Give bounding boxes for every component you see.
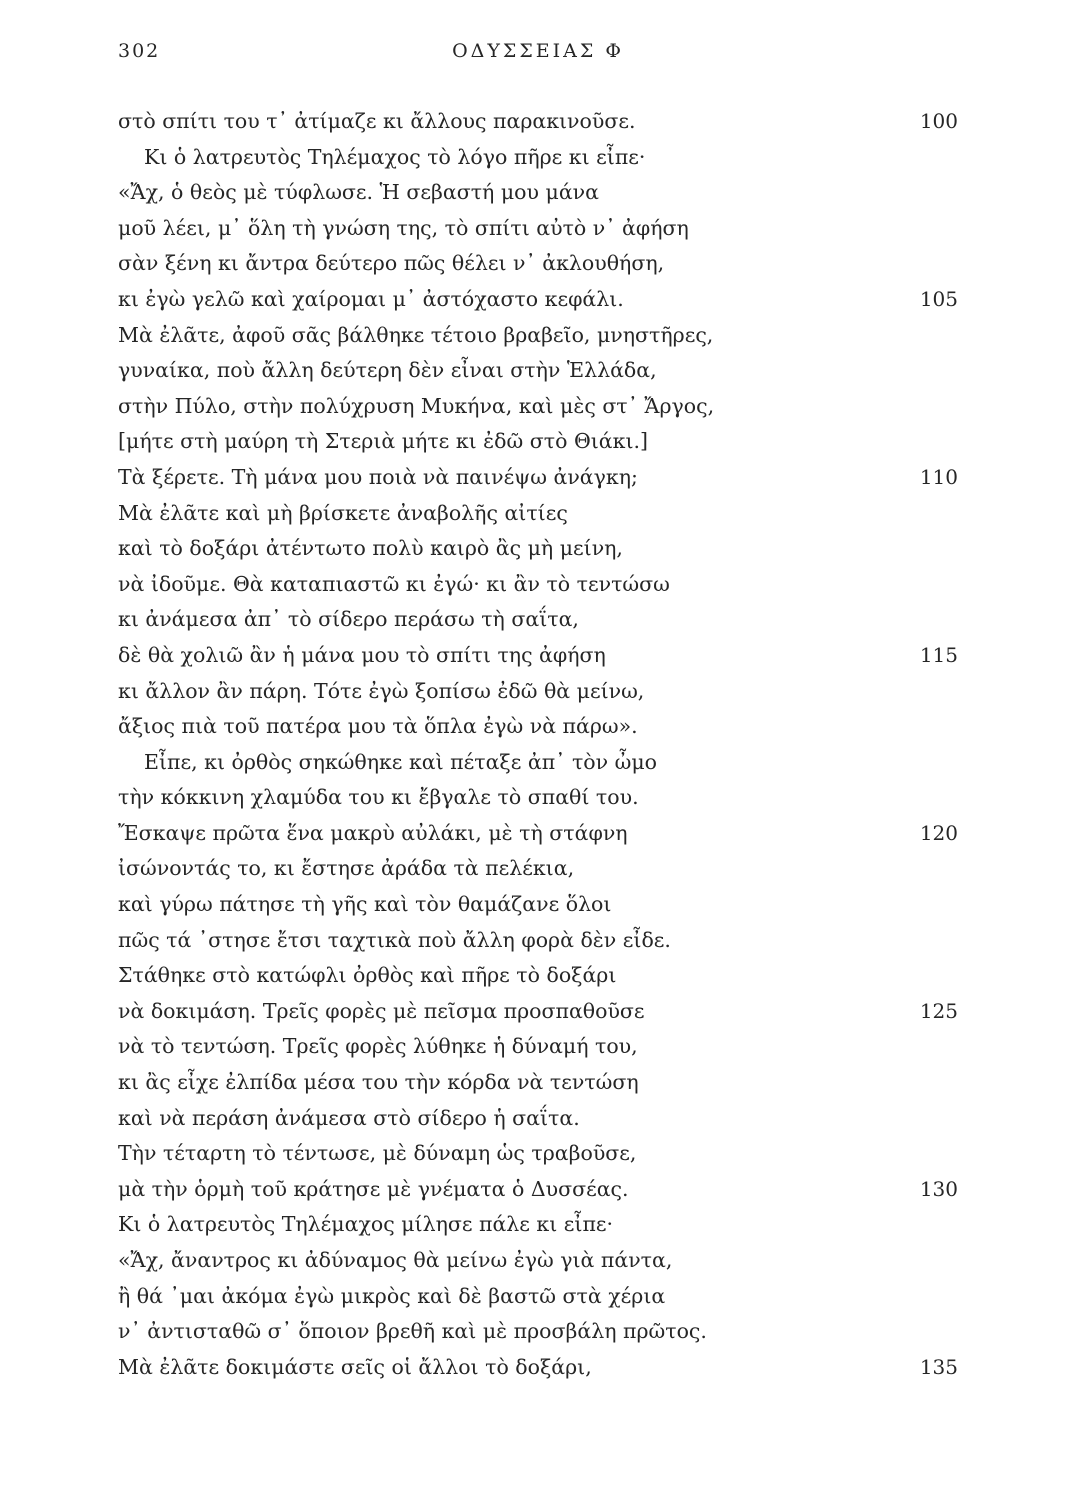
verse-line bbox=[118, 531, 958, 567]
verse-line-text: Στάθηκε στὸ κατώφλι ὀρθὸς καὶ πῆρε τὸ δοξάρι bbox=[118, 963, 617, 988]
verse-line bbox=[118, 1065, 958, 1101]
verse-line bbox=[118, 460, 958, 496]
verse-line bbox=[118, 104, 958, 140]
verse-line bbox=[118, 282, 958, 318]
verse-line bbox=[118, 140, 958, 176]
verse-line-text: στὸ σπίτι του τ᾽ ἀτίμαζε κι ἄλλους παρακινοῦσε. bbox=[118, 109, 636, 133]
verse-line-text: νὰ ἰδοῦμε. Θὰ καταπιαστῶ κι ἐγώ· κι ἂν τὸ τεντώσω bbox=[118, 571, 670, 596]
verse-line bbox=[118, 1243, 958, 1279]
verse-line-text: κι ἂς εἶχε ἐλπίδα μέσα του τὴν κόρδα νὰ τεντώση bbox=[118, 1070, 639, 1095]
verse-line-text: Μὰ ἐλᾶτε καὶ μὴ βρίσκετε ἀναβολῆς αἰτίες bbox=[118, 500, 568, 525]
verse-line-text: Κι ὁ λατρευτὸς Τηλέμαχος τὸ λόγο πῆρε κι εἶπε· bbox=[144, 144, 646, 169]
line-number: 120 bbox=[919, 820, 958, 845]
verse-line bbox=[118, 674, 958, 710]
verse-line bbox=[118, 709, 958, 745]
verse-line-text: καὶ νὰ περάση ἀνάμεσα στὸ σίδερο ἡ σαΐτα. bbox=[118, 1105, 580, 1130]
verse-line-text: καὶ τὸ δοξάρι ἀτέντωτο πολὺ καιρὸ ἂς μὴ μείνη, bbox=[118, 536, 623, 561]
verse-line bbox=[118, 246, 958, 282]
verse-line-text: ἢ θά ᾽μαι ἀκόμα ἐγὼ μικρὸς καὶ δὲ βαστῶ στὰ χέρια bbox=[118, 1283, 666, 1308]
verse-line-text: στὴν Πύλο, στὴν πολύχρυση Μυκήνα, καὶ μὲς στ᾽ Ἄργος, bbox=[118, 393, 715, 418]
verse-line bbox=[118, 211, 958, 247]
verse-line bbox=[118, 958, 958, 994]
verse-line bbox=[118, 923, 958, 959]
verse-line bbox=[118, 567, 958, 603]
verse-line-text: [μήτε στὴ μαύρη τὴ Στεριὰ μήτε κι ἐδῶ στὸ Θιάκι.] bbox=[118, 429, 649, 454]
verse-line bbox=[118, 994, 958, 1030]
line-number: 105 bbox=[919, 286, 958, 311]
verse-line-text: καὶ γύρω πάτησε τὴ γῆς καὶ τὸν θαμάζανε ὅλοι bbox=[118, 892, 612, 917]
running-title: ΟΔΥΣΣΕΙΑΣ Φ bbox=[452, 40, 624, 62]
verse-line-text: ἄξιος πιὰ τοῦ πατέρα μου τὰ ὅπλα ἐγὼ νὰ πάρω». bbox=[118, 714, 638, 739]
line-number: 115 bbox=[919, 642, 958, 667]
line-number: 130 bbox=[919, 1176, 958, 1201]
verse-line bbox=[118, 1101, 958, 1137]
verse-line bbox=[118, 353, 958, 389]
verse-line-text: γυναίκα, ποὺ ἄλλη δεύτερη δὲν εἶναι στὴν Ἑλλάδα, bbox=[118, 358, 657, 383]
verse-text-block bbox=[118, 104, 958, 1385]
line-number: 100 bbox=[919, 109, 958, 133]
page-number: 302 bbox=[118, 40, 161, 62]
verse-line bbox=[118, 424, 958, 460]
running-head bbox=[0, 40, 1076, 70]
verse-line-text: δὲ θὰ χολιῶ ἂν ἡ μάνα μου τὸ σπίτι της ἀφήση bbox=[118, 642, 606, 667]
verse-line-text: Μὰ ἐλᾶτε δοκιμάστε σεῖς οἱ ἄλλοι τὸ δοξάρι, bbox=[118, 1354, 592, 1379]
verse-line bbox=[118, 318, 958, 354]
verse-line-text: ἰσώνοντάς το, κι ἔστησε ἀράδα τὰ πελέκια, bbox=[118, 856, 575, 881]
verse-line bbox=[118, 1136, 958, 1172]
verse-line-text: σὰν ξένη κι ἄντρα δεύτερο πῶς θέλει ν᾽ ἀκλουθήση, bbox=[118, 251, 665, 276]
verse-line-text: κι ἄλλον ἂν πάρη. Τότε ἐγὼ ξοπίσω ἐδῶ θὰ μείνω, bbox=[118, 678, 645, 703]
verse-line bbox=[118, 1029, 958, 1065]
verse-line bbox=[118, 1172, 958, 1208]
line-number: 110 bbox=[919, 464, 958, 489]
verse-line-text: Μὰ ἐλᾶτε, ἀφοῦ σᾶς βάλθηκε τέτοιο βραβεῖο, μνηστῆρες, bbox=[118, 322, 714, 347]
verse-line bbox=[118, 602, 958, 638]
verse-line bbox=[118, 816, 958, 852]
verse-line bbox=[118, 887, 958, 923]
line-number: 135 bbox=[919, 1354, 958, 1379]
verse-line bbox=[118, 638, 958, 674]
verse-line-text: νὰ τὸ τεντώση. Τρεῖς φορὲς λύθηκε ἡ δύναμή του, bbox=[118, 1034, 638, 1059]
verse-line-text: Ἔσκαψε πρῶτα ἕνα μακρὺ αὐλάκι, μὲ τὴ στάφνη bbox=[118, 820, 628, 845]
verse-line-text: Εἶπε, κι ὀρθὸς σηκώθηκε καὶ πέταξε ἀπ᾽ τὸν ὦμο bbox=[144, 749, 657, 774]
verse-line bbox=[118, 496, 958, 532]
verse-line-text: «Ἄχ, ἄναντρος κι ἀδύναμος θὰ μείνω ἐγὼ γιὰ πάντα, bbox=[118, 1248, 673, 1272]
verse-line-text: τὴν κόκκινη χλαμύδα του κι ἔβγαλε τὸ σπαθί του. bbox=[118, 785, 639, 810]
verse-line bbox=[118, 1314, 958, 1350]
verse-line-text: κι ἀνάμεσα ἀπ᾽ τὸ σίδερο περάσω τὴ σαΐτα, bbox=[118, 607, 579, 632]
verse-line bbox=[118, 389, 958, 425]
verse-line bbox=[118, 1350, 958, 1386]
verse-line-text: Κι ὁ λατρευτὸς Τηλέμαχος μίλησε πάλε κι εἶπε· bbox=[118, 1212, 614, 1237]
verse-line bbox=[118, 745, 958, 781]
verse-line-text: ν᾽ ἀντισταθῶ σ᾽ ὅποιον βρεθῆ καὶ μὲ προσβάλη πρῶτος. bbox=[118, 1319, 707, 1344]
verse-line-text: νὰ δοκιμάση. Τρεῖς φορὲς μὲ πεῖσμα προσπαθοῦσε bbox=[118, 998, 645, 1023]
line-number: 125 bbox=[919, 998, 958, 1023]
verse-line-text: Τὰ ξέρετε. Τὴ μάνα μου ποιὰ νὰ παινέψω ἀνάγκη; bbox=[118, 464, 638, 489]
verse-line-text: μὰ τὴν ὁρμὴ τοῦ κράτησε μὲ γνέματα ὁ Δυσσέας. bbox=[118, 1176, 629, 1201]
verse-line bbox=[118, 780, 958, 816]
verse-line bbox=[118, 1207, 958, 1243]
verse-line-text: Τὴν τέταρτη τὸ τέντωσε, μὲ δύναμη ὡς τραβοῦσε, bbox=[118, 1141, 637, 1166]
verse-line-text: «Ἄχ, ὁ θεὸς μὲ τύφλωσε. Ἡ σεβαστή μου μάνα bbox=[118, 180, 599, 205]
verse-line-text: μοῦ λέει, μ᾽ ὅλη τὴ γνώση της, τὸ σπίτι αὐτὸ ν᾽ ἀφήση bbox=[118, 215, 689, 240]
verse-line-text: κι ἐγὼ γελῶ καὶ χαίρομαι μ᾽ ἀστόχαστο κεφάλι. bbox=[118, 286, 624, 311]
verse-line bbox=[118, 175, 958, 211]
verse-line-text: πῶς τά ᾽στησε ἔτσι ταχτικὰ ποὺ ἄλλη φορὰ δὲν εἶδε. bbox=[118, 927, 671, 952]
verse-line bbox=[118, 1279, 958, 1315]
verse-line bbox=[118, 851, 958, 887]
